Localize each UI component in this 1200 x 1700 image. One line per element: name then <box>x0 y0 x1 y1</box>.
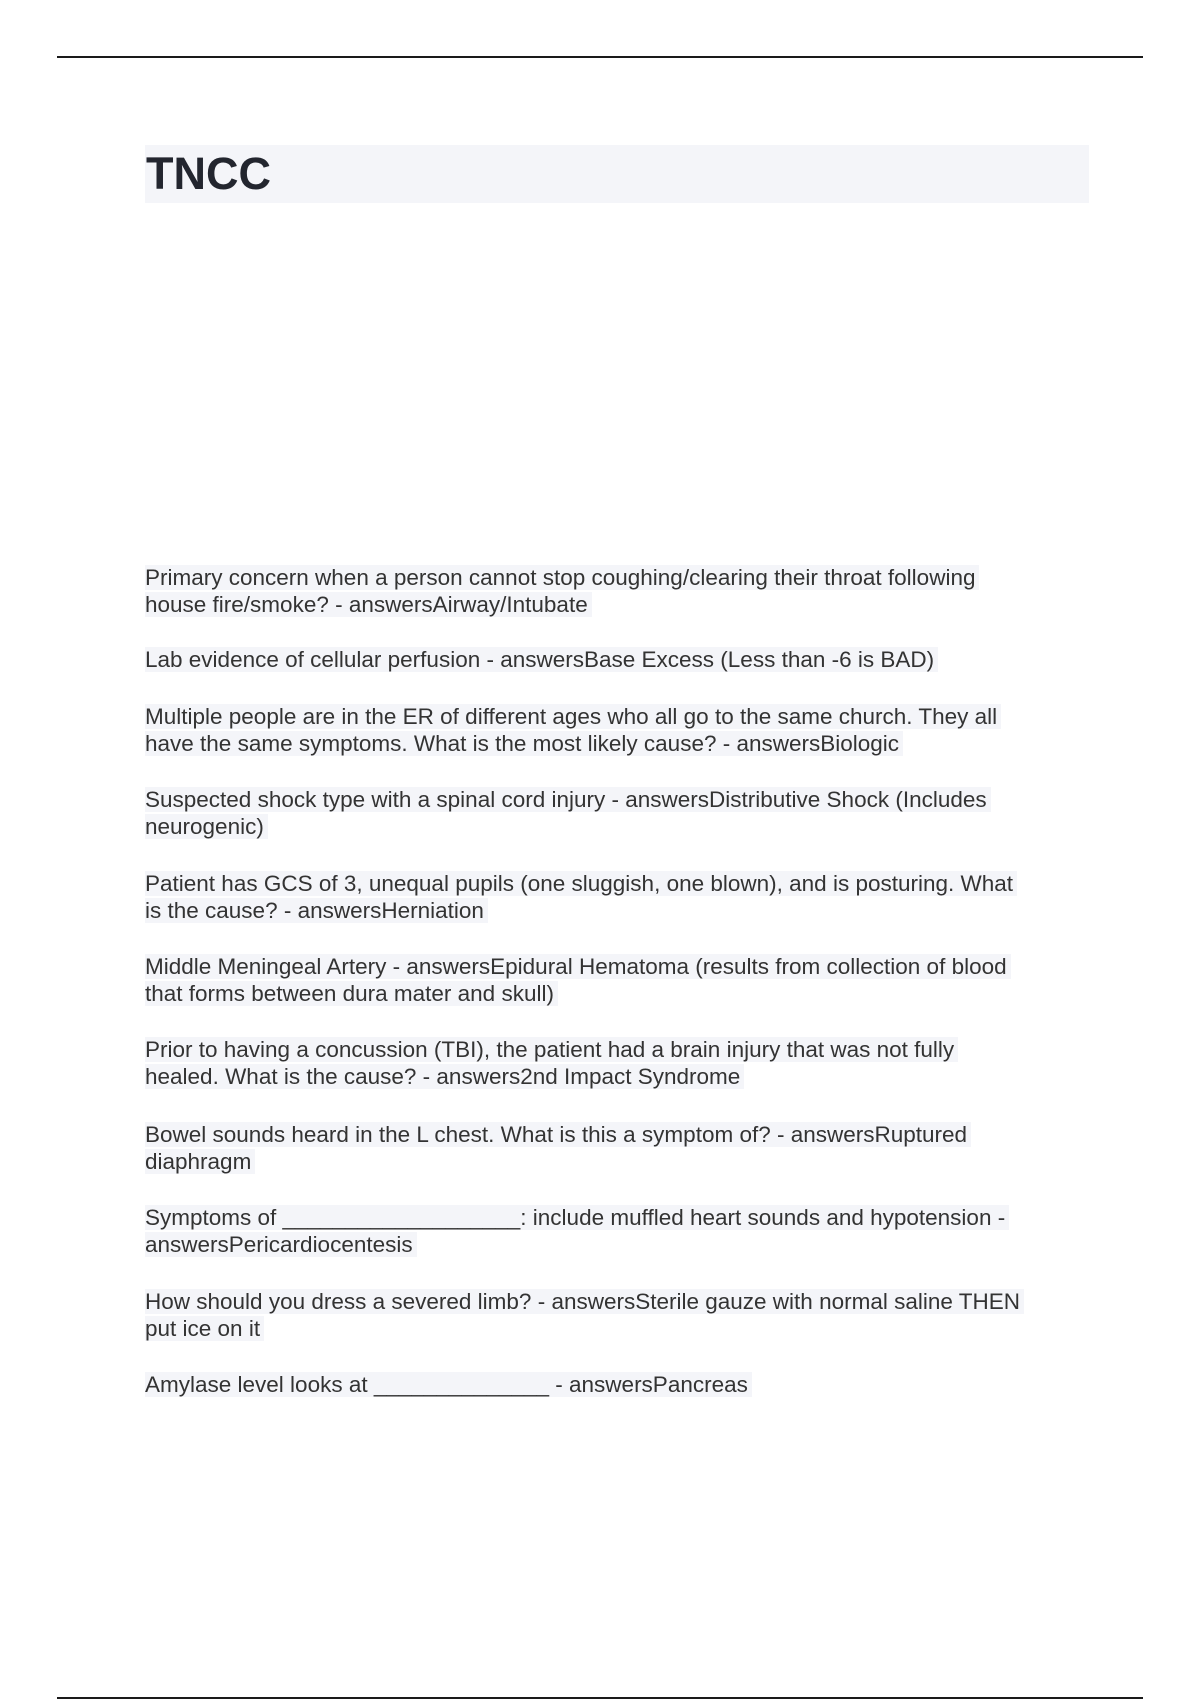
qa-text-line: How should you dress a severed limb? - answersSterile gauze with normal saline THEN <box>145 1289 1024 1314</box>
qa-text-line: healed. What is the cause? - answers2nd Impact Syndrome <box>145 1064 744 1089</box>
qa-item <box>145 870 1017 924</box>
qa-text-line: Primary concern when a person cannot stop coughing/clearing their throat following <box>145 565 979 590</box>
document-title: TNCC <box>146 148 271 199</box>
qa-text-line: diaphragm <box>145 1149 255 1174</box>
bottom-rule <box>57 1697 1143 1699</box>
qa-text-line: neurogenic) <box>145 814 268 839</box>
qa-text-line: Symptoms of ___________________: include muffled heart sounds and hypotension - <box>145 1205 1009 1230</box>
qa-item <box>145 646 938 673</box>
qa-text-line: is the cause? - answersHerniation <box>145 898 488 923</box>
qa-item <box>145 1371 752 1398</box>
top-rule <box>57 56 1143 58</box>
qa-text-line: Amylase level looks at ______________ - answersPancreas <box>145 1372 752 1397</box>
qa-text-line: put ice on it <box>145 1316 264 1341</box>
qa-item <box>145 1204 1009 1258</box>
qa-text-line: that forms between dura mater and skull) <box>145 981 558 1006</box>
qa-text-line: Bowel sounds heard in the L chest. What is this a symptom of? - answersRuptured <box>145 1122 971 1147</box>
qa-item <box>145 1036 958 1090</box>
qa-text-line: answersPericardiocentesis <box>145 1232 417 1257</box>
qa-text-line: house fire/smoke? - answersAirway/Intubate <box>145 592 592 617</box>
qa-item <box>145 1288 1024 1342</box>
qa-text-line: Lab evidence of cellular perfusion - answersBase Excess (Less than -6 is BAD) <box>145 647 938 672</box>
title-band <box>145 145 1089 203</box>
qa-item <box>145 703 1001 757</box>
qa-text-line: Prior to having a concussion (TBI), the patient had a brain injury that was not fully <box>145 1037 958 1062</box>
qa-text-line: Suspected shock type with a spinal cord injury - answersDistributive Shock (Includes <box>145 787 991 812</box>
qa-text-line: Patient has GCS of 3, unequal pupils (one sluggish, one blown), and is posturing. What <box>145 871 1017 896</box>
qa-text-line: have the same symptoms. What is the most likely cause? - answersBiologic <box>145 731 903 756</box>
qa-item <box>145 786 991 840</box>
qa-text-line: Multiple people are in the ER of different ages who all go to the same church. They all <box>145 704 1001 729</box>
qa-text-line: Middle Meningeal Artery - answersEpidural Hematoma (results from collection of blood <box>145 954 1011 979</box>
qa-item <box>145 953 1011 1007</box>
qa-item <box>145 1121 971 1175</box>
qa-item <box>145 564 979 618</box>
